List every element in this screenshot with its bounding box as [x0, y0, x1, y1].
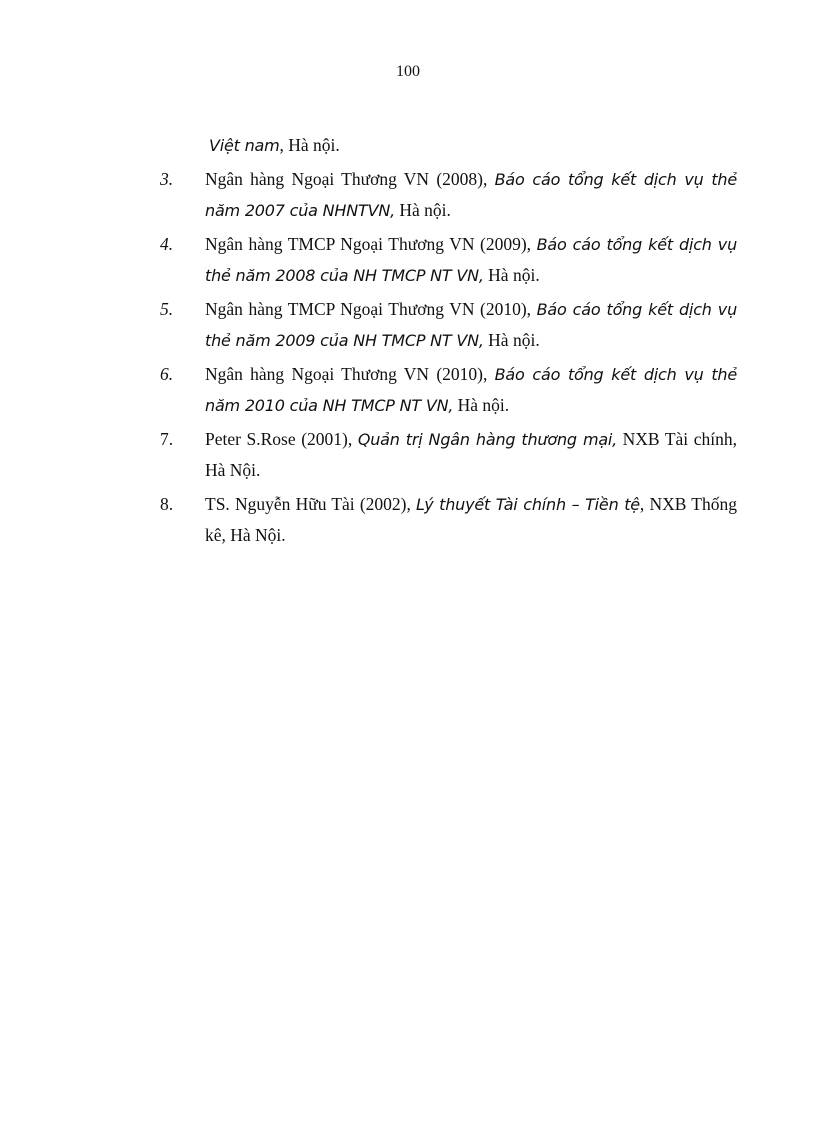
reference-title: Báo cáo tổng kết dịch vụ thẻ năm 2010 của NH TMCP NT VN, [205, 364, 738, 415]
reference-item [160, 294, 737, 357]
reference-rest: NXB Tài chính, Hà Nội. [205, 428, 737, 480]
reference-title: Việt nam [209, 136, 280, 155]
reference-text [205, 424, 737, 487]
reference-number: 3. [160, 168, 174, 189]
reference-item [160, 359, 737, 422]
reference-author: Ngân hàng TMCP Ngoại Thương VN (2009), [205, 233, 537, 254]
reference-number: 8. [160, 493, 174, 514]
reference-rest: Hà nội. [483, 330, 540, 350]
reference-rest: Hà nội. [483, 265, 540, 285]
reference-text [205, 164, 737, 227]
reference-rest: Hà nội. [395, 200, 451, 220]
reference-title: Báo cáo tổng kết dịch vụ thẻ năm 2007 của NHNTVN, [205, 169, 738, 220]
reference-title: Báo cáo tổng kết dịch vụ thẻ năm 2008 của NH TMCP NT VN, [205, 234, 738, 285]
reference-number: 5. [160, 298, 174, 319]
reference-text [205, 294, 737, 357]
page-number: 100 [396, 63, 420, 80]
reference-list [160, 130, 737, 554]
reference-text [205, 489, 737, 552]
reference-number: 7. [160, 428, 174, 449]
reference-continuation [160, 130, 737, 162]
reference-text [205, 229, 737, 292]
reference-number: 4. [160, 233, 174, 254]
reference-author: Ngân hàng Ngoại Thương VN (2010), [205, 363, 495, 384]
reference-item [160, 229, 737, 292]
reference-rest: , NXB Thống kê, Hà Nội. [205, 493, 737, 545]
reference-item [160, 489, 737, 552]
reference-text [205, 359, 737, 422]
reference-rest: Hà nội. [453, 395, 510, 415]
reference-rest: , Hà nội. [279, 135, 340, 155]
reference-title: Lý thuyết Tài chính – Tiền tệ [416, 494, 640, 514]
reference-author: TS. Nguyễn Hữu Tài (2002), [205, 493, 417, 514]
reference-number: 6. [160, 363, 174, 384]
reference-author: Peter S.Rose (2001), [205, 428, 358, 449]
reference-item [160, 164, 737, 227]
reference-title: Quản trị Ngân hàng thương mại, [357, 429, 618, 449]
reference-title: Báo cáo tổng kết dịch vụ thẻ năm 2009 của NH TMCP NT VN, [205, 299, 738, 350]
reference-author: Ngân hàng TMCP Ngoại Thương VN (2010), [205, 298, 537, 319]
reference-author: Ngân hàng Ngoại Thương VN (2008), [205, 168, 495, 189]
reference-item [160, 424, 737, 487]
